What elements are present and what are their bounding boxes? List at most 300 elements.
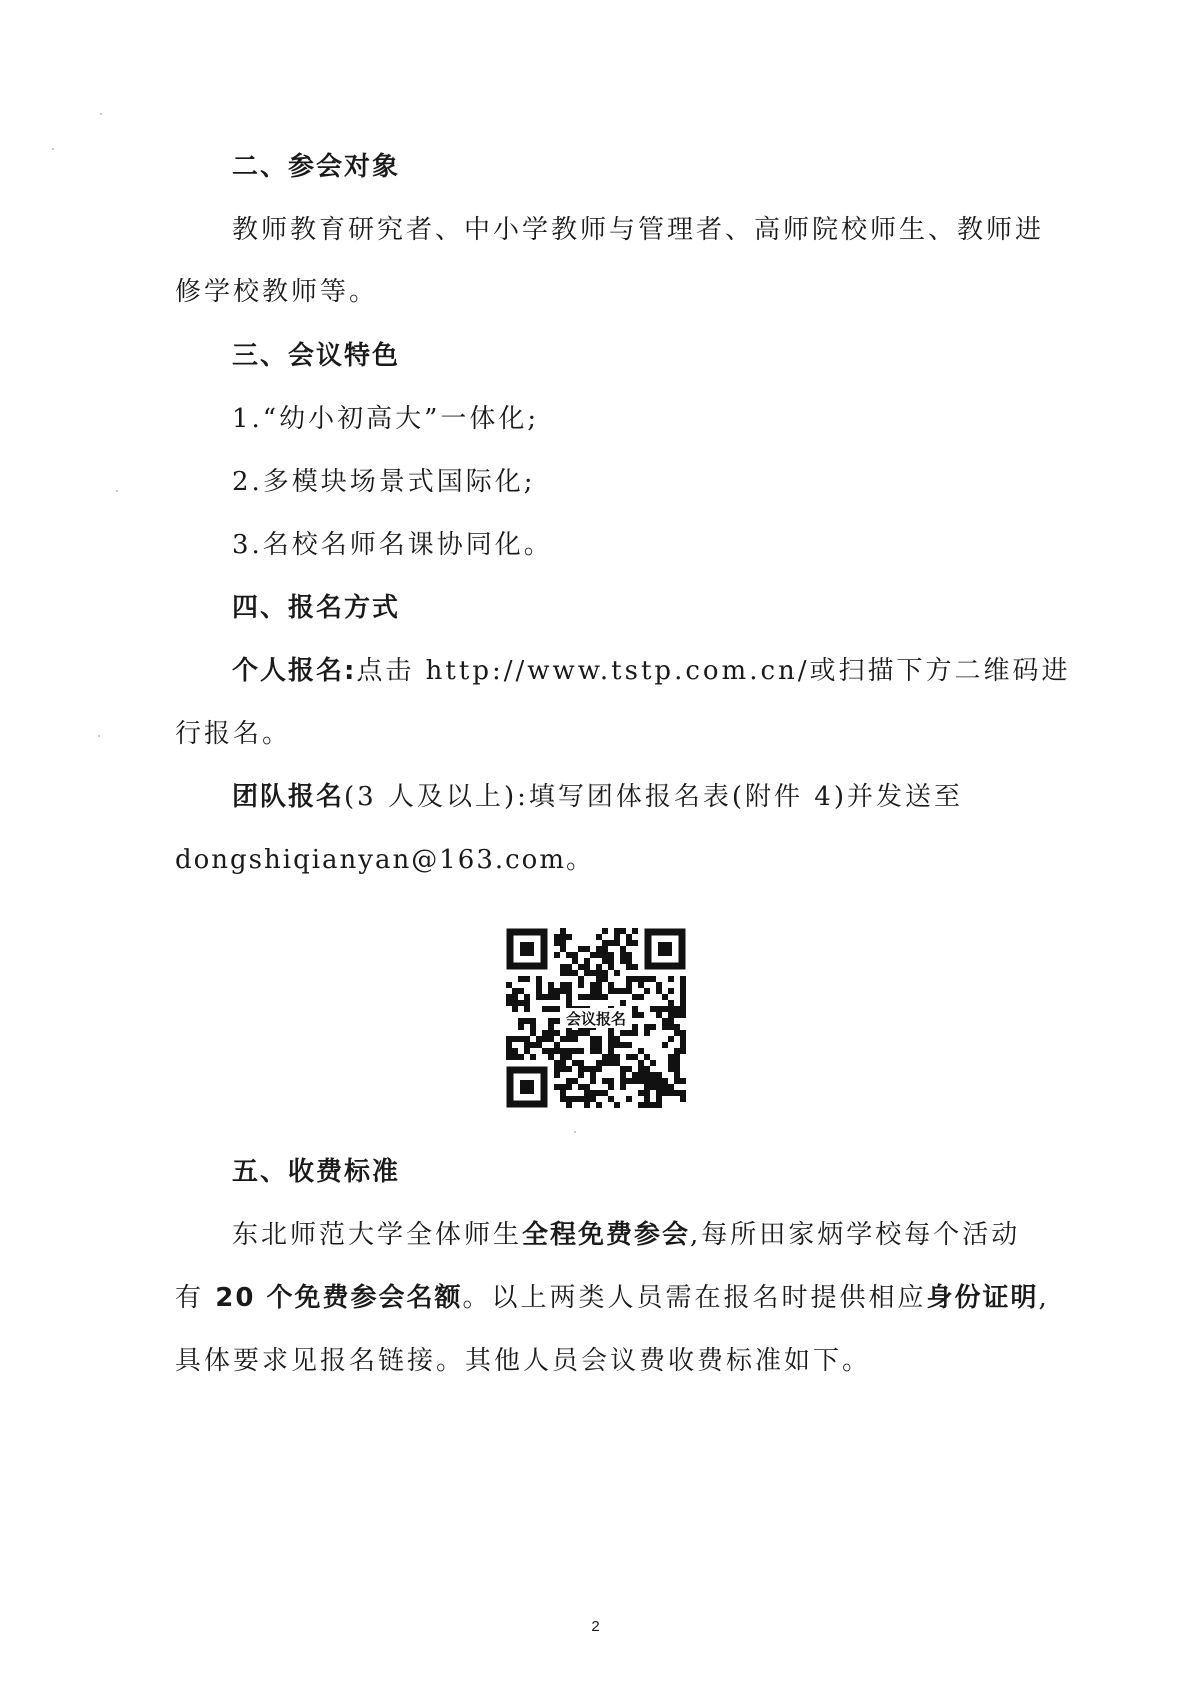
qr-module xyxy=(578,994,584,1000)
qr-caption: 会议报名 xyxy=(565,1010,627,1028)
qr-module xyxy=(674,1006,680,1012)
qr-module xyxy=(566,994,572,1000)
qr-module xyxy=(638,994,644,1000)
team-email: dongshiqianyan@163.com。 xyxy=(175,845,594,875)
qr-module xyxy=(590,952,596,958)
qr-module xyxy=(584,1102,590,1108)
scan-speck xyxy=(98,735,100,737)
scan-speck xyxy=(116,490,118,492)
qr-module xyxy=(614,1102,620,1108)
qr-module xyxy=(566,1054,572,1060)
qr-module xyxy=(566,964,572,970)
qr-module xyxy=(614,1054,620,1060)
qr-module xyxy=(626,988,632,994)
qr-module xyxy=(680,1012,686,1018)
section5-heading: 五、收费标准 xyxy=(232,1157,401,1187)
qr-module xyxy=(650,976,656,982)
qr-module xyxy=(608,964,614,970)
qr-module xyxy=(536,988,542,994)
qr-module xyxy=(602,994,608,1000)
qr-module xyxy=(602,958,608,964)
qr-module xyxy=(620,1030,626,1036)
qr-module xyxy=(518,1018,524,1024)
section2-heading: 二、参会对象 xyxy=(232,152,401,182)
qr-module xyxy=(536,1042,542,1048)
qr-module xyxy=(668,1084,674,1090)
qr-module xyxy=(614,1042,620,1048)
qr-module xyxy=(524,1018,530,1024)
qr-module xyxy=(638,982,644,988)
qr-module xyxy=(548,1030,554,1036)
qr-module xyxy=(512,994,518,1000)
qr-module xyxy=(518,1000,524,1006)
qr-module xyxy=(596,1048,602,1054)
qr-module xyxy=(590,1090,596,1096)
qr-module xyxy=(632,994,638,1000)
qr-module xyxy=(548,1006,554,1012)
qr-module xyxy=(524,1036,530,1042)
qr-module xyxy=(596,1036,602,1042)
qr-module xyxy=(554,1066,560,1072)
qr-module xyxy=(536,1036,542,1042)
qr-module xyxy=(626,1054,632,1060)
qr-module xyxy=(512,988,518,994)
qr-module xyxy=(680,976,686,982)
qr-module xyxy=(530,1042,536,1048)
qr-module xyxy=(566,1036,572,1042)
qr-module xyxy=(566,1048,572,1054)
individual-registration-line2: 行报名。 xyxy=(175,719,292,749)
qr-module xyxy=(512,1000,518,1006)
qr-module xyxy=(554,1084,560,1090)
qr-module xyxy=(638,1102,644,1108)
qr-module xyxy=(596,970,602,976)
qr-module xyxy=(584,1066,590,1072)
qr-module xyxy=(674,1012,680,1018)
qr-module xyxy=(674,1066,680,1072)
scan-speck xyxy=(52,148,54,150)
qr-module xyxy=(578,964,584,970)
qr-module xyxy=(644,1078,650,1084)
qr-module xyxy=(512,1036,518,1042)
qr-module xyxy=(662,1006,668,1012)
qr-module xyxy=(638,1078,644,1084)
qr-module xyxy=(662,1090,668,1096)
qr-module xyxy=(608,1084,614,1090)
qr-module xyxy=(680,1048,686,1054)
registration-qr-code[interactable] xyxy=(506,928,686,1108)
qr-module xyxy=(620,1084,626,1090)
qr-module xyxy=(644,1090,650,1096)
qr-module xyxy=(590,1036,596,1042)
qr-module xyxy=(656,1090,662,1096)
qr-module xyxy=(680,1096,686,1102)
qr-module xyxy=(554,1072,560,1078)
qr-module xyxy=(560,1066,566,1072)
qr-module xyxy=(524,976,530,982)
qr-module xyxy=(680,988,686,994)
qr-module xyxy=(614,1036,620,1042)
qr-module xyxy=(542,1036,548,1042)
qr-module xyxy=(680,994,686,1000)
qr-module xyxy=(674,1078,680,1084)
qr-module xyxy=(584,970,590,976)
qr-module xyxy=(626,976,632,982)
qr-module xyxy=(542,1006,548,1012)
qr-module xyxy=(632,940,638,946)
qr-module xyxy=(614,934,620,940)
qr-module xyxy=(524,1048,530,1054)
qr-module xyxy=(554,1048,560,1054)
qr-module xyxy=(590,1066,596,1072)
qr-module xyxy=(590,1048,596,1054)
qr-module xyxy=(590,1078,596,1084)
section4-heading: 四、报名方式 xyxy=(232,593,401,623)
qr-module xyxy=(638,1072,644,1078)
qr-module xyxy=(602,946,608,952)
scan-speck xyxy=(100,113,102,115)
qr-module xyxy=(584,1096,590,1102)
qr-module xyxy=(560,964,566,970)
qr-module xyxy=(572,1060,578,1066)
qr-module xyxy=(602,928,608,934)
qr-module xyxy=(656,1006,662,1012)
qr-module xyxy=(560,982,566,988)
qr-module xyxy=(650,1072,656,1078)
qr-module xyxy=(596,976,602,982)
qr-module xyxy=(620,928,626,934)
qr-module xyxy=(548,1048,554,1054)
qr-module xyxy=(572,1078,578,1084)
qr-module xyxy=(608,982,614,988)
fee-paragraph-line3: 具体要求见报名链接。其他人员会议费收费标准如下。 xyxy=(175,1346,872,1376)
fee-text-f: , xyxy=(1038,1283,1050,1313)
qr-module xyxy=(596,934,602,940)
qr-module xyxy=(596,982,602,988)
qr-module xyxy=(614,970,620,976)
qr-module xyxy=(620,1042,626,1048)
qr-module xyxy=(512,1006,518,1012)
qr-module xyxy=(602,1078,608,1084)
qr-module xyxy=(638,1012,644,1018)
qr-module xyxy=(608,952,614,958)
qr-module xyxy=(596,1066,602,1072)
fee-text-a: 东北师范大学全体师生 xyxy=(232,1220,523,1250)
qr-module xyxy=(662,994,668,1000)
qr-module xyxy=(632,928,638,934)
qr-module xyxy=(572,1096,578,1102)
qr-module xyxy=(548,982,554,988)
qr-module xyxy=(668,1018,674,1024)
qr-module xyxy=(626,1066,632,1072)
qr-module xyxy=(668,976,674,982)
qr-module xyxy=(578,1066,584,1072)
qr-module xyxy=(554,1006,560,1012)
qr-module xyxy=(602,1054,608,1060)
qr-module xyxy=(548,988,554,994)
qr-module xyxy=(608,1078,614,1084)
qr-module xyxy=(578,1030,584,1036)
qr-module xyxy=(578,1072,584,1078)
qr-module xyxy=(512,1048,518,1054)
qr-module xyxy=(548,1036,554,1042)
qr-module xyxy=(602,952,608,958)
qr-module xyxy=(578,1048,584,1054)
qr-module xyxy=(602,970,608,976)
qr-module xyxy=(626,1096,632,1102)
qr-module xyxy=(572,1036,578,1042)
qr-module xyxy=(656,1072,662,1078)
qr-module xyxy=(572,1030,578,1036)
fee-paragraph-line1 xyxy=(232,1215,1020,1255)
qr-module xyxy=(644,1102,650,1108)
qr-module xyxy=(638,1066,644,1072)
qr-module xyxy=(608,1030,614,1036)
qr-module xyxy=(584,1030,590,1036)
qr-module xyxy=(524,1000,530,1006)
qr-module xyxy=(596,988,602,994)
qr-module xyxy=(650,1078,656,1084)
qr-module xyxy=(644,1084,650,1090)
qr-module xyxy=(596,994,602,1000)
qr-module xyxy=(626,1042,632,1048)
qr-module xyxy=(626,958,632,964)
qr-module xyxy=(632,1030,638,1036)
qr-module xyxy=(530,1054,536,1060)
qr-module xyxy=(506,1036,512,1042)
qr-module xyxy=(584,958,590,964)
qr-module xyxy=(650,1084,656,1090)
qr-module xyxy=(614,1060,620,1066)
qr-module xyxy=(656,1012,662,1018)
team-registration xyxy=(232,777,963,817)
feature-item-2: 2.多模块场景式国际化; xyxy=(232,467,536,497)
qr-module xyxy=(554,1018,560,1024)
qr-module xyxy=(542,1048,548,1054)
qr-module xyxy=(566,1000,572,1006)
qr-module xyxy=(668,1006,674,1012)
qr-module xyxy=(674,1072,680,1078)
qr-module xyxy=(620,1000,626,1006)
qr-module xyxy=(518,988,524,994)
qr-module xyxy=(566,988,572,994)
qr-module xyxy=(554,994,560,1000)
qr-module xyxy=(656,1084,662,1090)
qr-module xyxy=(566,1084,572,1090)
qr-module xyxy=(596,1042,602,1048)
qr-module xyxy=(608,958,614,964)
qr-module xyxy=(566,952,572,958)
qr-module xyxy=(584,1090,590,1096)
qr-module xyxy=(668,1090,674,1096)
qr-module xyxy=(584,946,590,952)
fee-text-e: 。以上两类人员需在报名时提供相应 xyxy=(462,1283,927,1313)
qr-module xyxy=(662,1018,668,1024)
individual-text: 点击 http://www.tstp.com.cn/或扫描下方二维码进 xyxy=(356,656,1071,686)
qr-module xyxy=(590,1042,596,1048)
section2-body-line1: 教师教育研究者、中小学教师与管理者、高师院校师生、教师进 xyxy=(232,215,1045,245)
team-text: (3 人及以上):填写团体报名表(附件 4)并发送至 xyxy=(344,782,963,812)
qr-module xyxy=(626,940,632,946)
qr-module xyxy=(572,970,578,976)
qr-module xyxy=(596,964,602,970)
qr-module xyxy=(620,1078,626,1084)
qr-module xyxy=(674,1054,680,1060)
team-label: 团队报名 xyxy=(232,782,345,812)
qr-module xyxy=(554,988,560,994)
qr-module xyxy=(638,1048,644,1054)
qr-module xyxy=(518,976,524,982)
qr-module xyxy=(602,1060,608,1066)
qr-module xyxy=(674,1048,680,1054)
qr-module xyxy=(626,934,632,940)
qr-module xyxy=(584,994,590,1000)
qr-module xyxy=(560,1096,566,1102)
qr-module xyxy=(632,976,638,982)
qr-module xyxy=(680,1090,686,1096)
qr-module xyxy=(596,1102,602,1108)
fee-text-c: ,每所田家炳学校每个活动 xyxy=(690,1220,1021,1250)
qr-module xyxy=(560,1036,566,1042)
qr-module xyxy=(650,1024,656,1030)
qr-module xyxy=(578,1096,584,1102)
qr-module xyxy=(632,1024,638,1030)
qr-module xyxy=(608,1054,614,1060)
qr-module xyxy=(626,1030,632,1036)
qr-module xyxy=(578,946,584,952)
qr-module xyxy=(512,1054,518,1060)
qr-module xyxy=(548,1018,554,1024)
qr-module xyxy=(644,1096,650,1102)
qr-module xyxy=(620,952,626,958)
qr-module xyxy=(608,988,614,994)
qr-module xyxy=(596,1060,602,1066)
qr-module xyxy=(524,1006,530,1012)
qr-module xyxy=(590,970,596,976)
qr-module xyxy=(608,1096,614,1102)
qr-module xyxy=(614,988,620,994)
qr-module xyxy=(554,1060,560,1066)
qr-module xyxy=(668,1060,674,1066)
qr-module xyxy=(536,976,542,982)
fee-paragraph-line2 xyxy=(175,1278,1050,1318)
qr-module xyxy=(608,1060,614,1066)
qr-module xyxy=(566,982,572,988)
qr-module xyxy=(560,928,566,934)
qr-module xyxy=(518,1036,524,1042)
qr-module xyxy=(626,982,632,988)
qr-module xyxy=(680,1042,686,1048)
qr-module xyxy=(608,1036,614,1042)
qr-module xyxy=(506,994,512,1000)
fee-free-quota: 20 个免费参会名额 xyxy=(215,1283,463,1313)
feature-item-3: 3.名校名师名课协同化。 xyxy=(232,530,553,560)
qr-module xyxy=(668,1054,674,1060)
qr-module xyxy=(572,952,578,958)
qr-module xyxy=(644,1030,650,1036)
qr-module xyxy=(548,994,554,1000)
qr-module xyxy=(572,958,578,964)
qr-module xyxy=(506,1054,512,1060)
qr-module xyxy=(668,1024,674,1030)
qr-module xyxy=(560,1084,566,1090)
qr-module xyxy=(620,958,626,964)
qr-module xyxy=(656,1102,662,1108)
qr-module xyxy=(590,988,596,994)
qr-module xyxy=(590,1072,596,1078)
qr-module xyxy=(644,1072,650,1078)
qr-module xyxy=(554,952,560,958)
qr-module xyxy=(650,1060,656,1066)
qr-module xyxy=(638,1060,644,1066)
qr-module xyxy=(578,1060,584,1066)
qr-module xyxy=(530,1024,536,1030)
qr-module xyxy=(602,976,608,982)
qr-module xyxy=(644,1024,650,1030)
qr-module xyxy=(566,934,572,940)
qr-module xyxy=(662,1084,668,1090)
qr-module xyxy=(668,988,674,994)
qr-module xyxy=(614,940,620,946)
qr-module xyxy=(536,994,542,1000)
qr-module xyxy=(560,1054,566,1060)
qr-module xyxy=(554,934,560,940)
qr-module xyxy=(572,1048,578,1054)
qr-module xyxy=(566,1066,572,1072)
qr-module xyxy=(506,982,512,988)
qr-module xyxy=(554,940,560,946)
qr-module xyxy=(560,970,566,976)
qr-module xyxy=(560,934,566,940)
qr-module xyxy=(650,1102,656,1108)
fee-free-all: 全程免费参会 xyxy=(522,1220,691,1250)
qr-module xyxy=(626,964,632,970)
qr-module xyxy=(506,1000,512,1006)
section2-body-line2: 修学校教师等。 xyxy=(175,277,379,307)
qr-module xyxy=(566,1096,572,1102)
qr-module xyxy=(620,1066,626,1072)
qr-module xyxy=(632,1012,638,1018)
qr-module xyxy=(578,1084,584,1090)
qr-module xyxy=(680,1078,686,1084)
qr-module xyxy=(650,1006,656,1012)
qr-module xyxy=(542,1030,548,1036)
qr-module xyxy=(674,1090,680,1096)
qr-module xyxy=(578,976,584,982)
qr-module xyxy=(632,1006,638,1012)
qr-module xyxy=(668,1066,674,1072)
individual-label: 个人报名: xyxy=(232,656,357,686)
qr-module xyxy=(566,970,572,976)
qr-module xyxy=(620,1072,626,1078)
qr-module xyxy=(674,1024,680,1030)
qr-module xyxy=(680,1000,686,1006)
page-number: 2 xyxy=(591,1618,600,1635)
qr-module xyxy=(608,1048,614,1054)
qr-module xyxy=(656,1096,662,1102)
qr-module xyxy=(626,952,632,958)
qr-module xyxy=(590,982,596,988)
qr-module xyxy=(656,988,662,994)
qr-module xyxy=(566,1102,572,1108)
qr-module xyxy=(680,1030,686,1036)
qr-module xyxy=(668,1000,674,1006)
qr-module xyxy=(644,976,650,982)
qr-module xyxy=(632,1054,638,1060)
qr-module xyxy=(524,1042,530,1048)
fee-text-d: 有 xyxy=(175,1283,216,1313)
qr-module xyxy=(662,1024,668,1030)
